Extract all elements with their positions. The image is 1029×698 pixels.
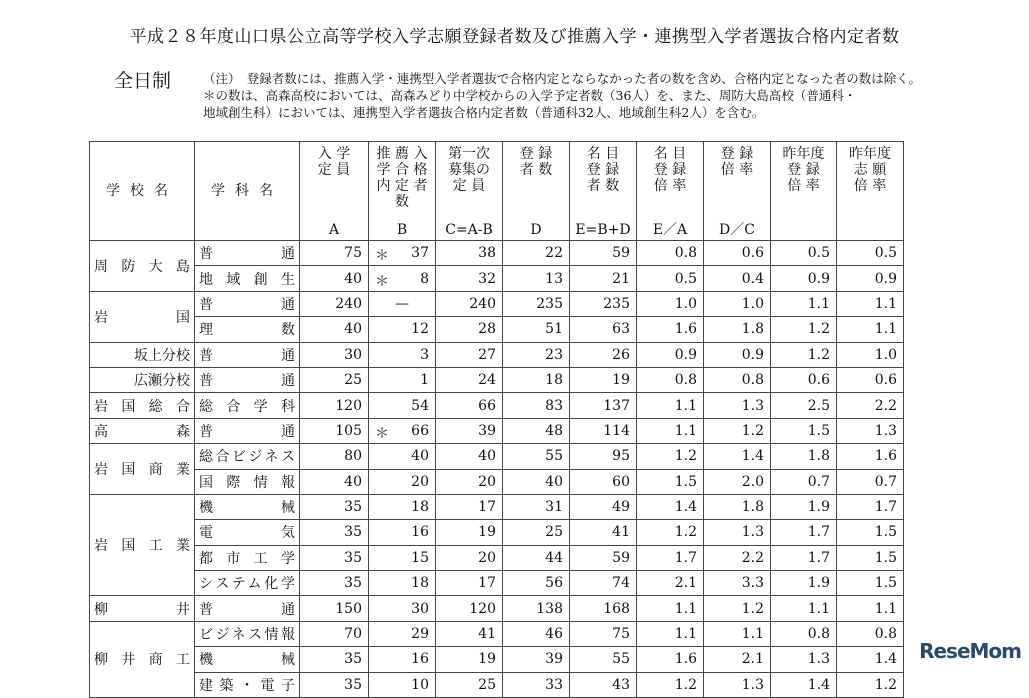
value-cell: 1.0	[837, 342, 904, 367]
page-title: 平成２８年度山口県公立高等学校入学志願登録者数及び推薦入学・連携型入学者選抜合格内定者数	[129, 27, 900, 47]
value-cell: 138	[503, 596, 570, 621]
column-formula: E／A	[652, 222, 688, 238]
value-cell: 120	[436, 596, 503, 621]
column-header	[300, 142, 369, 241]
value-cell: 3.3	[704, 571, 771, 596]
value-cell: 1.3	[771, 647, 837, 672]
value-cell: 1.4	[637, 494, 704, 519]
value-cell: 18	[503, 367, 570, 392]
value-cell: 35	[300, 494, 369, 519]
value-cell: 1.2	[704, 418, 771, 443]
value-cell: 40	[369, 444, 436, 469]
value-cell: 40	[300, 469, 369, 494]
value-cell: 120	[300, 393, 369, 418]
school-name-cell: 柳井	[90, 596, 195, 621]
value-cell: 39	[436, 418, 503, 443]
value-cell: 31	[503, 494, 570, 519]
value-cell: 168	[570, 596, 637, 621]
value-cell: 1.2	[637, 520, 704, 545]
value-cell: 35	[300, 672, 369, 697]
value-cell: 1.7	[637, 545, 704, 570]
value-cell: 1.1	[637, 418, 704, 443]
table-row	[90, 571, 904, 596]
school-name-cell: 広瀬分校	[90, 367, 195, 392]
value-cell: 12	[369, 317, 436, 342]
value-cell: —	[369, 291, 436, 316]
school-name-cell: 坂上分校	[90, 342, 195, 367]
table-row	[90, 469, 904, 494]
department-cell: 普通	[195, 367, 300, 392]
value-cell: 30	[369, 596, 436, 621]
column-formula: E=B+D	[575, 222, 631, 238]
value-cell: 1.2	[771, 317, 837, 342]
value-cell: 55	[570, 647, 637, 672]
value-cell: 1.8	[704, 494, 771, 519]
value-cell: 235	[503, 291, 570, 316]
value-cell: 66	[436, 393, 503, 418]
value-cell: 59	[570, 545, 637, 570]
value-cell: 41	[436, 621, 503, 646]
column-formula: B	[396, 222, 408, 238]
notes	[203, 70, 921, 121]
value-cell: 1.8	[771, 444, 837, 469]
value-cell: 20	[436, 545, 503, 570]
value-cell: 0.5	[771, 241, 837, 266]
value-cell: 30	[300, 342, 369, 367]
value-cell: 48	[503, 418, 570, 443]
value-cell: 20	[369, 469, 436, 494]
value-cell: 1.9	[771, 494, 837, 519]
value-cell: 1.1	[837, 317, 904, 342]
department-cell: 地域創生	[195, 266, 300, 291]
value-cell: 105	[300, 418, 369, 443]
value-cell: 20	[436, 469, 503, 494]
value-cell: 43	[570, 672, 637, 697]
value-cell: 32	[436, 266, 503, 291]
table-row	[90, 647, 904, 672]
value-cell: 3	[369, 342, 436, 367]
value-cell: 40	[300, 317, 369, 342]
value-cell: 1.3	[704, 672, 771, 697]
value-cell: 1.4	[837, 647, 904, 672]
value-cell: 1.1	[771, 596, 837, 621]
value-cell: 1.0	[637, 291, 704, 316]
value-cell: 0.7	[837, 469, 904, 494]
value-cell: 1.1	[704, 621, 771, 646]
value-cell: 1.8	[704, 317, 771, 342]
value-cell: 1.1	[637, 621, 704, 646]
value-cell: 41	[570, 520, 637, 545]
value-cell: 1.2	[637, 444, 704, 469]
value-cell: 235	[570, 291, 637, 316]
department-cell: 機械	[195, 647, 300, 672]
value-cell: 0.6	[704, 241, 771, 266]
value-cell: 17	[436, 494, 503, 519]
value-cell: 55	[503, 444, 570, 469]
value-cell: 54	[369, 393, 436, 418]
department-cell: 建築・電子	[195, 672, 300, 697]
value-cell: 1.3	[704, 393, 771, 418]
department-cell: システム化学	[195, 571, 300, 596]
value-cell: 35	[300, 545, 369, 570]
note-line: 地域創生科）においては、連携型入学者選抜合格内定者数（普通科32人、地域創生科2人）を含む。	[203, 105, 765, 120]
value-cell: 1.2	[637, 672, 704, 697]
value-cell: 25	[503, 520, 570, 545]
data-table	[89, 141, 904, 698]
note-line: ＊の数は、高森高校においては、高森みどり中学校からの入学予定者数（36人）を、また、周防大島高校（普通科・	[203, 88, 857, 103]
value-cell: 150	[300, 596, 369, 621]
value-cell: 2.1	[704, 647, 771, 672]
asterisk-mark: ＊	[375, 425, 389, 442]
value-cell: 0.6	[837, 367, 904, 392]
department-cell: 機械	[195, 494, 300, 519]
value-cell: 74	[570, 571, 637, 596]
value-cell: 60	[570, 469, 637, 494]
value-cell: 16	[369, 520, 436, 545]
value-cell: 18	[369, 494, 436, 519]
value-cell: 1.4	[704, 444, 771, 469]
value-cell: 0.8	[771, 621, 837, 646]
value-cell: 0.9	[704, 342, 771, 367]
table-row	[90, 494, 904, 519]
value-cell: 1.5	[837, 520, 904, 545]
value-cell: 1.7	[771, 545, 837, 570]
department-cell: 普通	[195, 418, 300, 443]
value-cell: 19	[570, 367, 637, 392]
value-cell: 27	[436, 342, 503, 367]
value-cell: 0.8	[837, 621, 904, 646]
value-cell: 1.4	[771, 672, 837, 697]
column-header	[503, 142, 570, 241]
column-formula: C=A-B	[445, 222, 493, 238]
column-formula: D	[530, 222, 542, 238]
value-cell: 18	[369, 571, 436, 596]
value-cell: 2.2	[704, 545, 771, 570]
table-row	[90, 418, 904, 443]
section-label: 全日制	[114, 70, 172, 92]
value-cell: 75	[570, 621, 637, 646]
value-cell: 1.2	[771, 342, 837, 367]
department-cell: 普通	[195, 291, 300, 316]
table-row	[90, 367, 904, 392]
value-cell: 1.6	[837, 444, 904, 469]
value-cell: 19	[436, 647, 503, 672]
table-row	[90, 291, 904, 316]
value-cell: 10	[369, 672, 436, 697]
value-cell: 51	[503, 317, 570, 342]
value-cell: 39	[503, 647, 570, 672]
value-cell: 59	[570, 241, 637, 266]
school-name-cell: 高森	[90, 418, 195, 443]
column-header	[570, 142, 637, 241]
asterisk-mark: ＊	[375, 248, 389, 265]
value-cell: ＊ 37	[369, 241, 436, 266]
value-cell: 1.1	[771, 291, 837, 316]
value-cell: 0.4	[704, 266, 771, 291]
table-row	[90, 266, 904, 291]
asterisk-mark: ＊	[375, 273, 389, 290]
value-cell: 75	[300, 241, 369, 266]
department-cell: 総合ビジネス	[195, 444, 300, 469]
value-cell: 1.3	[704, 520, 771, 545]
column-header-label: 第一次 募集の 定 員	[448, 146, 490, 194]
value-cell: 23	[503, 342, 570, 367]
value-cell: 35	[300, 571, 369, 596]
value-cell: ＊ 8	[369, 266, 436, 291]
value-cell: 1.0	[704, 291, 771, 316]
value-cell: 1.1	[637, 393, 704, 418]
value-cell: 25	[300, 367, 369, 392]
table-row	[90, 393, 904, 418]
value-cell: 0.8	[704, 367, 771, 392]
table-row	[90, 672, 904, 697]
value-cell: 0.7	[771, 469, 837, 494]
value-cell: 16	[369, 647, 436, 672]
value-cell: 1.9	[771, 571, 837, 596]
column-formula: D／C	[719, 222, 755, 238]
column-header	[704, 142, 771, 241]
value-cell: 40	[436, 444, 503, 469]
column-header	[637, 142, 704, 241]
value-cell: 2.2	[837, 393, 904, 418]
column-header-label: 昨年度 志 願 倍 率	[849, 146, 891, 194]
value-cell: 70	[300, 621, 369, 646]
value-cell: 15	[369, 545, 436, 570]
value-cell: 0.6	[771, 367, 837, 392]
school-name-cell: 周防大島	[90, 241, 195, 292]
value-cell: 1.5	[837, 571, 904, 596]
value-cell: 1.6	[637, 647, 704, 672]
note-line: （注） 登録者数には、推薦入学・連携型入学者選抜で合格内定とならなかった者の数を含め、合格内定となった者の数は除く。	[203, 71, 922, 86]
value-cell: 1.2	[837, 672, 904, 697]
value-cell: 35	[300, 520, 369, 545]
value-cell: 22	[503, 241, 570, 266]
department-cell: 理数	[195, 317, 300, 342]
value-cell: 1.5	[837, 545, 904, 570]
school-name-cell: 岩国商業	[90, 444, 195, 495]
value-cell: 137	[570, 393, 637, 418]
school-name-cell: 柳井商工	[90, 621, 195, 697]
value-cell: 2.1	[637, 571, 704, 596]
value-cell: 1.5	[771, 418, 837, 443]
value-cell: 95	[570, 444, 637, 469]
department-cell: ビジネス情報	[195, 621, 300, 646]
header-row	[90, 142, 904, 241]
value-cell: 44	[503, 545, 570, 570]
value-cell: 1.6	[637, 317, 704, 342]
value-cell: 24	[436, 367, 503, 392]
department-cell: 普通	[195, 596, 300, 621]
value-cell: 0.8	[637, 367, 704, 392]
table-row	[90, 241, 904, 266]
column-header: 学校名	[90, 142, 195, 241]
school-name-cell: 岩国工業	[90, 494, 195, 596]
value-cell: 240	[436, 291, 503, 316]
value-cell: 1.2	[704, 596, 771, 621]
value-cell: 1.1	[637, 596, 704, 621]
column-header	[436, 142, 503, 241]
value-cell: 40	[503, 469, 570, 494]
column-header-label: 入 学 定 員	[317, 146, 351, 178]
value-cell: 2.0	[704, 469, 771, 494]
column-header	[771, 142, 837, 241]
value-cell: 240	[300, 291, 369, 316]
value-cell: 49	[570, 494, 637, 519]
table-row	[90, 545, 904, 570]
value-cell: 0.5	[837, 241, 904, 266]
department-cell: 普通	[195, 342, 300, 367]
value-cell: 0.9	[837, 266, 904, 291]
value-cell: 1.1	[837, 291, 904, 316]
value-cell: 80	[300, 444, 369, 469]
column-header	[837, 142, 904, 241]
value-cell: ＊ 66	[369, 418, 436, 443]
column-header	[369, 142, 436, 241]
department-cell: 都市工学	[195, 545, 300, 570]
column-formula: A	[328, 222, 340, 238]
resemom-logo: ReseMom	[919, 639, 1021, 663]
value-cell: 1.7	[837, 494, 904, 519]
school-name-cell: 岩国総合	[90, 393, 195, 418]
department-cell: 普通	[195, 241, 300, 266]
value-cell: 35	[300, 647, 369, 672]
department-cell: 電気	[195, 520, 300, 545]
value-cell: 0.9	[771, 266, 837, 291]
value-cell: 33	[503, 672, 570, 697]
department-cell: 国際情報	[195, 469, 300, 494]
value-cell: 26	[570, 342, 637, 367]
table-row	[90, 444, 904, 469]
value-cell: 56	[503, 571, 570, 596]
value-cell: 1.1	[837, 596, 904, 621]
value-cell: 0.5	[637, 266, 704, 291]
table-row	[90, 317, 904, 342]
table-row	[90, 342, 904, 367]
value-cell: 13	[503, 266, 570, 291]
value-cell: 40	[300, 266, 369, 291]
value-cell: 28	[436, 317, 503, 342]
value-cell: 0.8	[637, 241, 704, 266]
column-header-label: 名 目 登 録 倍 率	[653, 146, 687, 194]
column-header-label: 推 薦 入 学 合 格 内 定 者 数	[376, 146, 428, 210]
value-cell: 1.5	[637, 469, 704, 494]
value-cell: 83	[503, 393, 570, 418]
school-name-cell: 岩国	[90, 291, 195, 342]
column-header-label: 登 録 者 数	[519, 146, 553, 178]
value-cell: 29	[369, 621, 436, 646]
column-header-label: 名 目 登 録 者 数	[586, 146, 620, 194]
value-cell: 25	[436, 672, 503, 697]
value-cell: 46	[503, 621, 570, 646]
table-row	[90, 621, 904, 646]
table-row	[90, 520, 904, 545]
value-cell: 1	[369, 367, 436, 392]
value-cell: 114	[570, 418, 637, 443]
column-header: 学科名	[195, 142, 300, 241]
value-cell: 1.7	[771, 520, 837, 545]
department-cell: 総合学科	[195, 393, 300, 418]
column-header-label: 登 録 倍 率	[720, 146, 754, 178]
value-cell: 2.5	[771, 393, 837, 418]
value-cell: 21	[570, 266, 637, 291]
value-cell: 63	[570, 317, 637, 342]
table-row	[90, 596, 904, 621]
value-cell: 0.9	[637, 342, 704, 367]
value-cell: 17	[436, 571, 503, 596]
column-header-label: 昨年度 登 録 倍 率	[782, 146, 825, 194]
value-cell: 19	[436, 520, 503, 545]
value-cell: 1.3	[837, 418, 904, 443]
value-cell: 38	[436, 241, 503, 266]
